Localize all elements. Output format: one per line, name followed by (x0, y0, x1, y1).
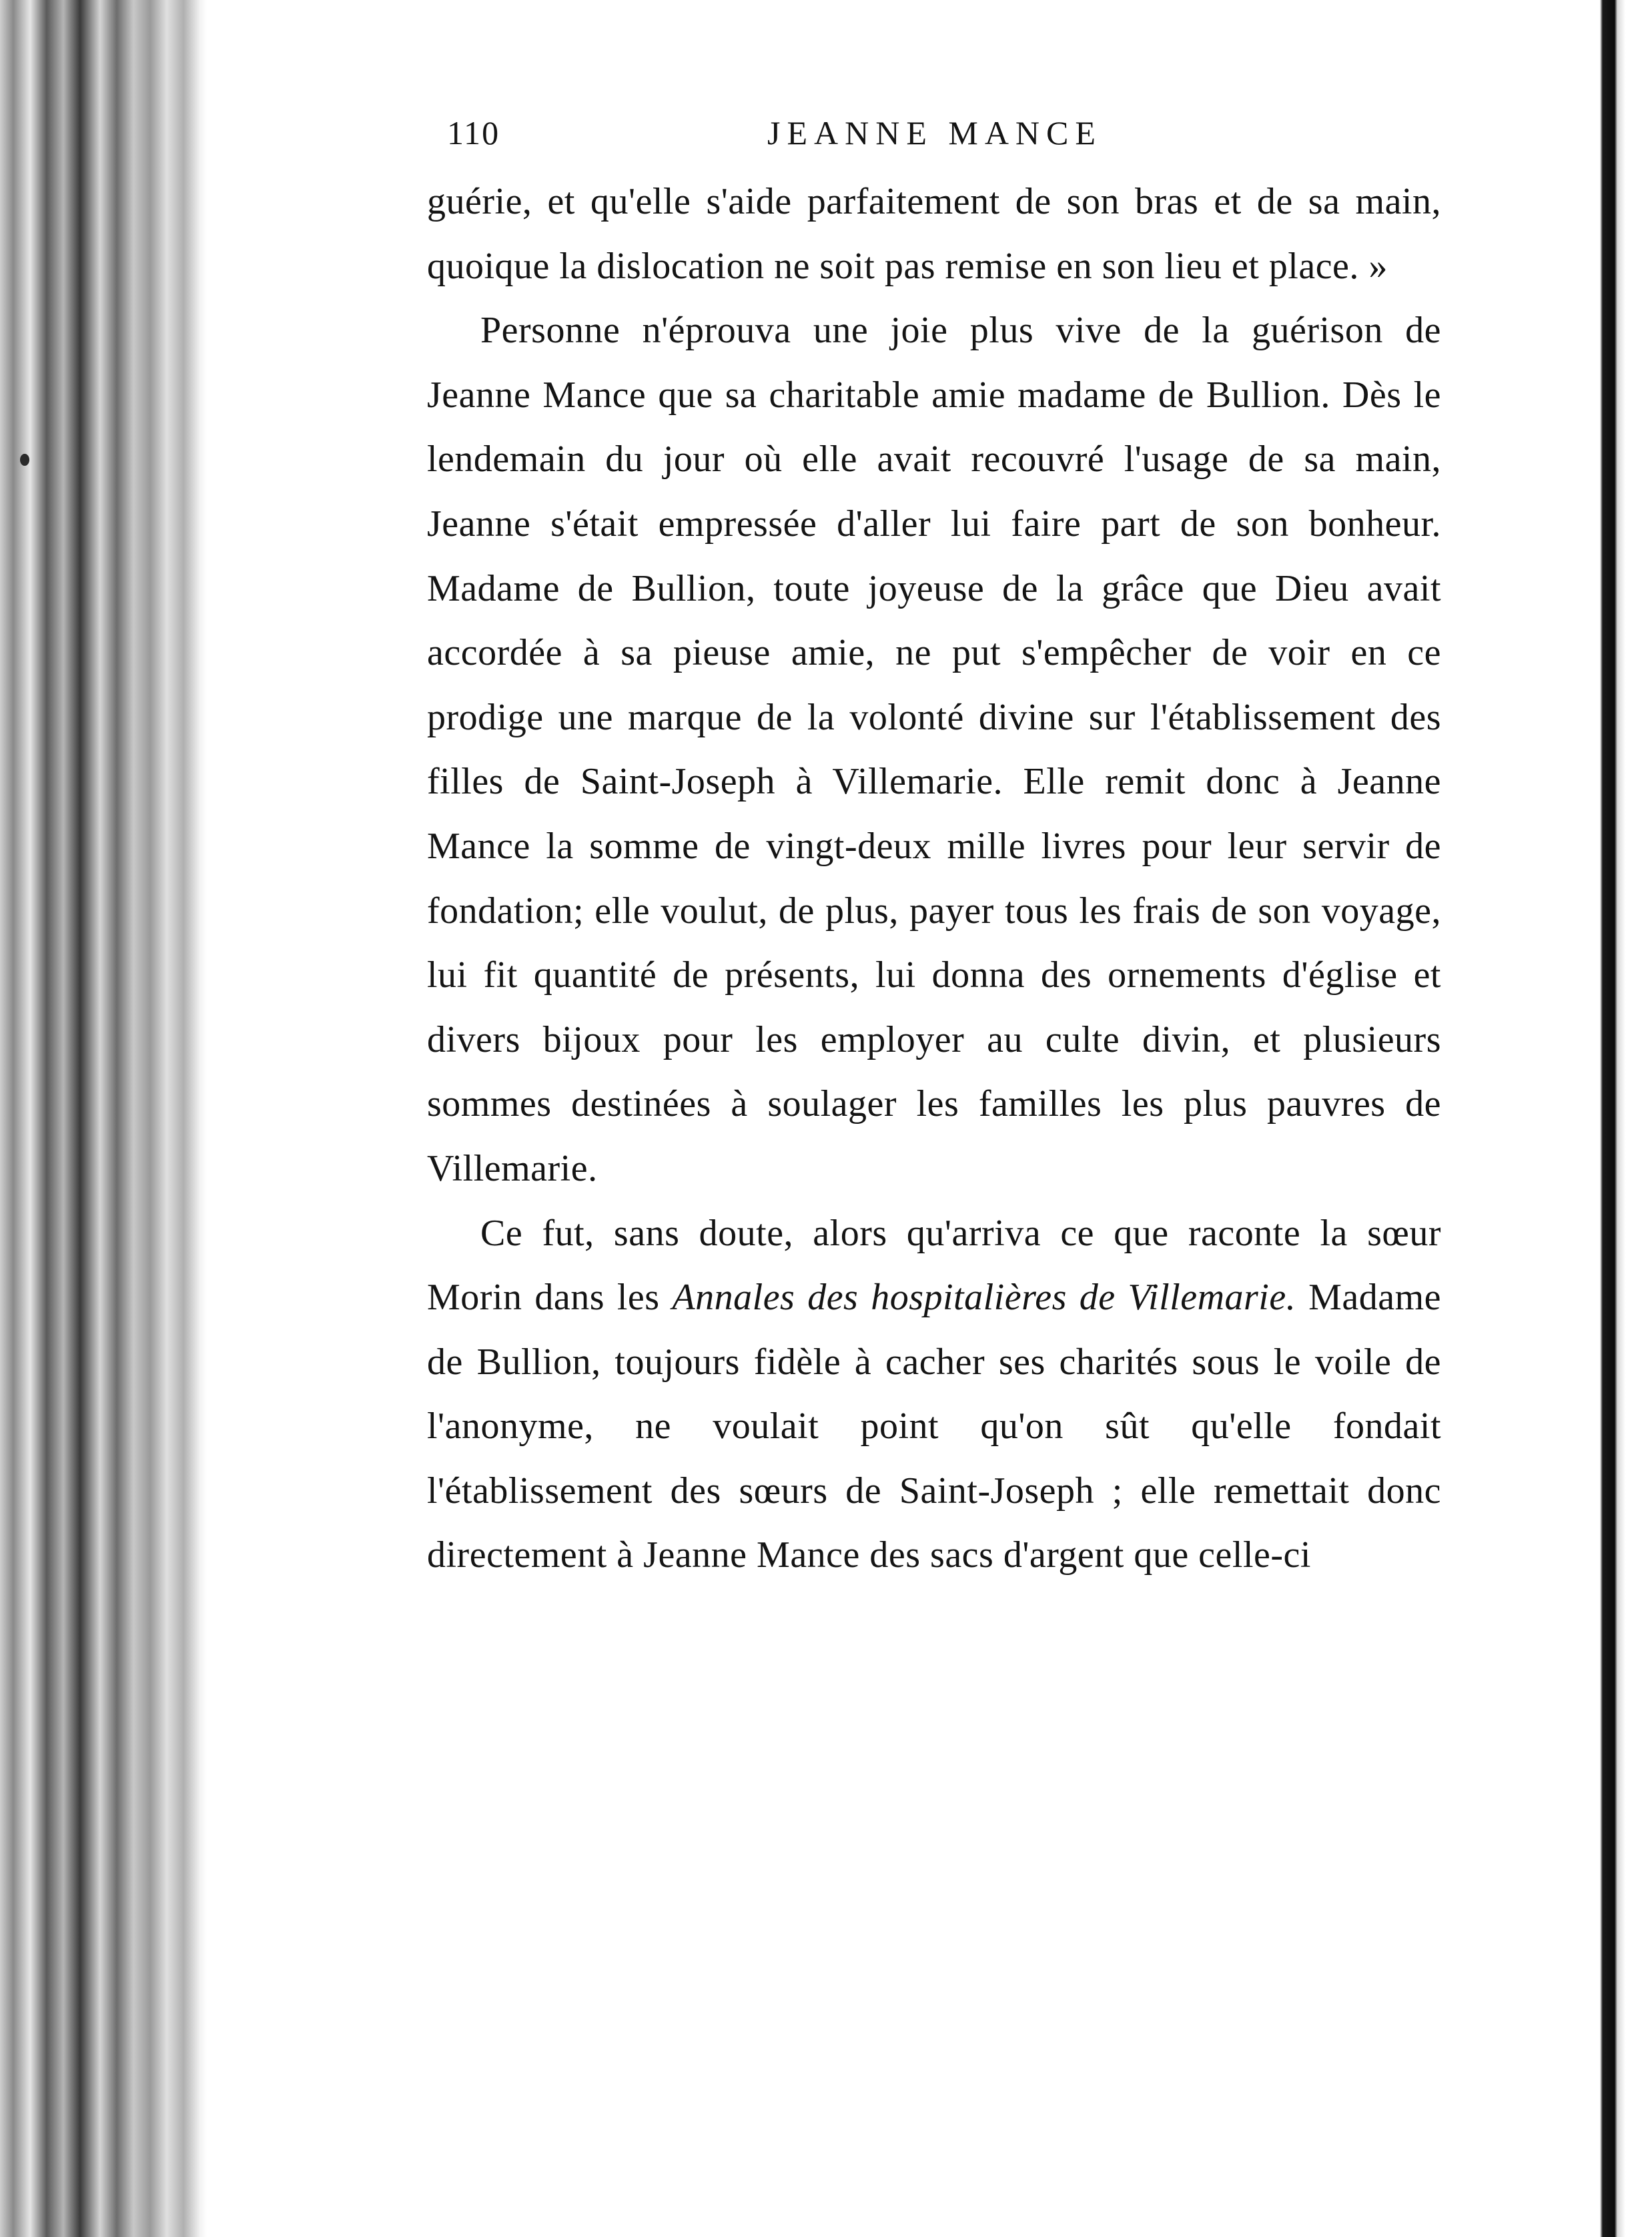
annales-title: Annales des hospitalières de Villemarie. (672, 1277, 1296, 1319)
paragraph-3-end: Madame de Bullion, toujours fidèle à cacher ses charités sous le voile de l'anonyme, ne voulait point qu'on sût qu'elle fondait l'établissement des sœurs de Saint-Joseph ; elle remettait donc directement à Jeanne Mance des sacs d'argent que celle-ci (427, 1277, 1442, 1576)
book-page (427, 113, 1441, 1955)
page-number: 110 (447, 114, 500, 151)
paragraph-2: Personne n'éprouva une joie plus vive de la guérison de Jeanne Mance que sa charitable amie madame de Bullion. Dès le lendemain du jour où elle avait recouvré l'usage de sa main, Jeanne s'était empressée d'aller lui faire part de son bonheur. Madame de Bullion, toute joyeuse de la grâce que Dieu avait accordée à sa pieuse amie, ne put s'empêcher de voir en ce prodige une marque de la volonté divine sur l'établissement des filles de Saint-Joseph à Villemarie. Elle remit donc à Jeanne Mance la somme de vingt-deux mille livres pour leur servir de fondation; elle voulut, de plus, payer tous les frais de son voyage, lui fit quantité de présents, lui donna des ornements d'église et divers bijoux pour les employer au culte divin, et plusieurs sommes destinées à soulager les familles les plus pauvres de Villemarie. (427, 310, 1441, 1189)
running-head (427, 113, 1441, 170)
running-title: JEANNE MANCE (767, 114, 1102, 151)
book-binding-gutter (0, 0, 207, 2237)
paragraph-3 (427, 1201, 1441, 1588)
paragraph-1: guérie, et qu'elle s'aide parfaitement de son bras et de sa main, quoique la dislocation ne soit pas remise en son lieu et place. » (427, 181, 1441, 287)
body-text (427, 170, 1441, 1588)
scan-speck (20, 454, 29, 466)
paragraph-3-start: Ce fut, sans doute, alors qu'arriva ce que raconte la sœur Morin dans les (427, 1212, 1441, 1319)
next-page-edge (1565, 0, 1652, 2237)
